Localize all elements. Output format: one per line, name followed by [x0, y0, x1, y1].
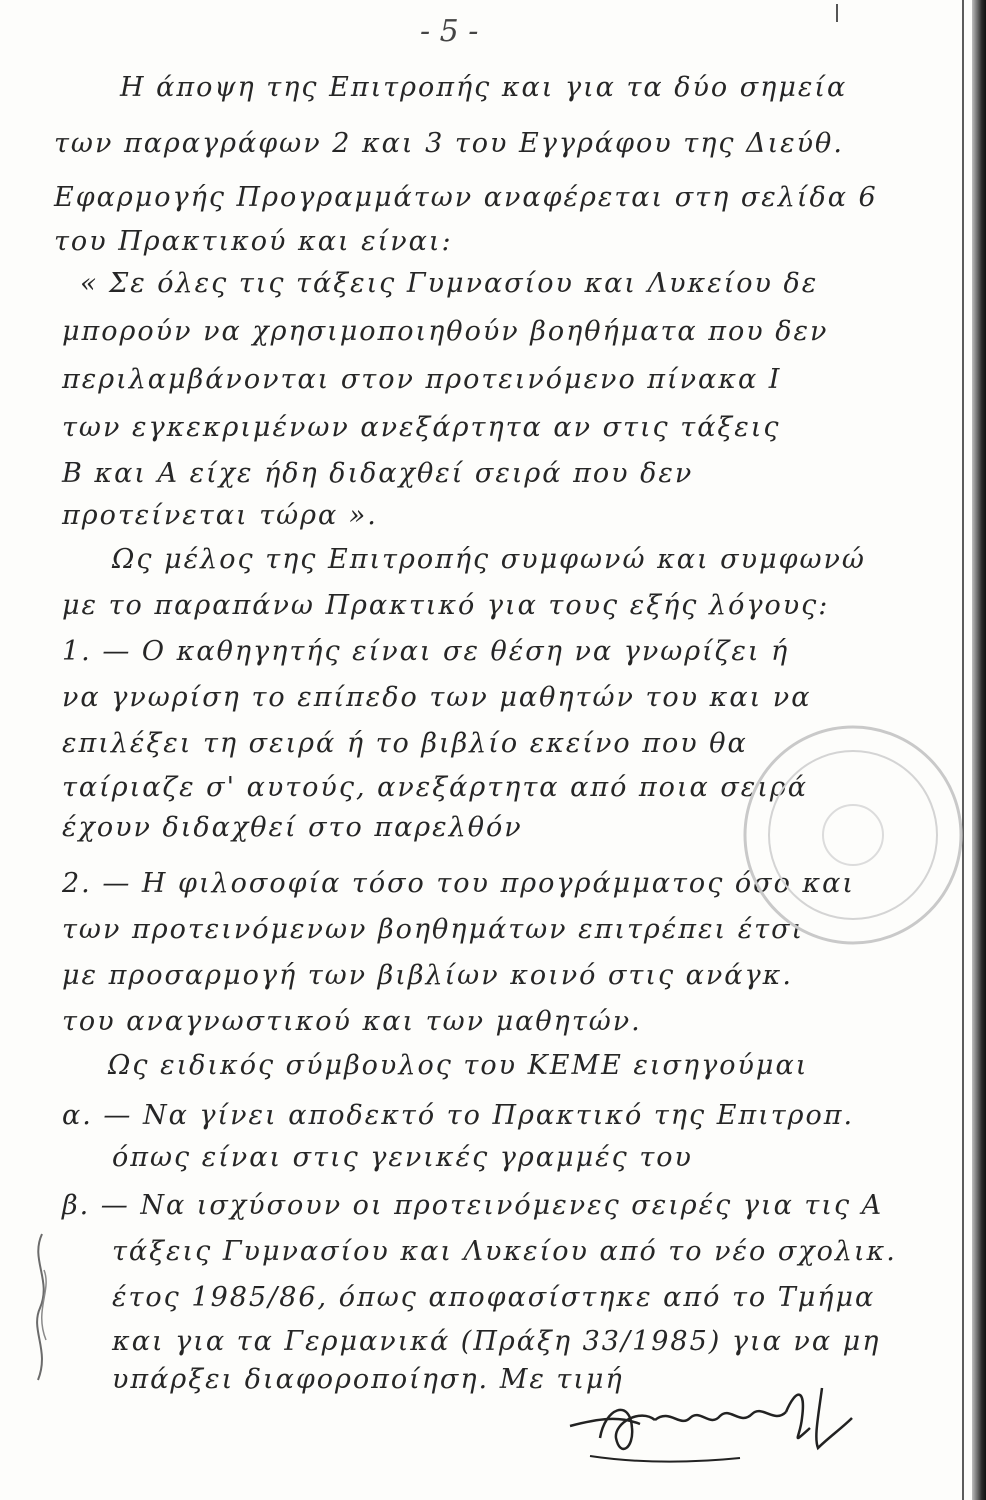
page-binding-edge [972, 0, 986, 1500]
handwritten-signature [560, 1368, 860, 1478]
handwritten-line: περιλαμβάνονται στον προτεινόμενο πίνακα Ι [62, 364, 782, 395]
handwritten-line: 2. — Η φιλοσοφία τόσο του προγράμματος όσο και [62, 868, 855, 899]
handwritten-line: των παραγράφων 2 και 3 του Εγγράφου της Διεύθ. [54, 128, 844, 159]
handwritten-line: Εφαρμογής Προγραμμάτων αναφέρεται στη σελίδα 6 [54, 182, 878, 213]
handwritten-line: όπως είναι στις γενικές γραμμές του [112, 1142, 693, 1173]
handwritten-line: των εγκεκριμένων ανεξάρτητα αν στις τάξεις [62, 412, 781, 443]
handwritten-line: προτείνεται τώρα ». [62, 500, 378, 531]
handwritten-line: β. — Να ισχύσουν οι προτεινόμενες σειρές για τις Α [62, 1190, 884, 1221]
handwritten-line: με προσαρμογή των βιβλίων κοινό στις ανάγκ. [62, 960, 793, 991]
handwritten-line: Η άποψη της Επιτροπής και για τα δύο σημεία [120, 72, 848, 103]
handwritten-line: μπορούν να χρησιμοποιηθούν βοηθήματα που δεν [62, 316, 829, 347]
handwritten-line: τάξεις Γυμνασίου και Λυκείου από το νέο σχολικ. [112, 1236, 897, 1267]
handwritten-line: του Πρακτικού και είναι: [54, 226, 453, 257]
handwritten-line: των προτεινόμενων βοηθημάτων επιτρέπει έτσι [62, 914, 805, 945]
top-tick-mark [836, 4, 838, 22]
handwritten-line: έτος 1985/86, όπως αποφασίστηκε από το Τμήμα [112, 1282, 876, 1313]
handwritten-line: με το παραπάνω Πρακτικό για τους εξής λόγους: [62, 590, 830, 621]
handwritten-line: υπάρξει διαφοροποίηση. Με τιμή [112, 1364, 624, 1395]
page-number: - 5 - [420, 14, 479, 49]
faint-stamp-seal [738, 720, 968, 950]
handwritten-line: επιλέξει τη σειρά ή το βιβλίο εκείνο που θα [62, 728, 748, 759]
handwritten-line: και για τα Γερμανικά (Πράξη 33/1985) για να μη [112, 1326, 881, 1357]
handwritten-line: Ως ειδικός σύμβουλος του ΚΕΜΕ εισηγούμαι [108, 1050, 809, 1081]
handwritten-line: ταίριαζε σ' αυτούς, ανεξάρτητα από ποια σειρά [62, 772, 808, 803]
handwritten-line: 1. — Ο καθηγητής είναι σε θέση να γνωρίζει ή [62, 636, 790, 667]
handwritten-line: Ως μέλος της Επιτροπής συμφωνώ και συμφωνώ [112, 544, 866, 575]
handwritten-line: έχουν διδαχθεί στο παρελθόν [62, 812, 523, 843]
handwritten-line: Β και Α είχε ήδη διδαχθεί σειρά που δεν [62, 458, 694, 489]
handwritten-line: να γνωρίση το επίπεδο των μαθητών του και να [62, 682, 812, 713]
margin-scribble [22, 1230, 62, 1390]
handwritten-line: του αναγνωστικού και των μαθητών. [62, 1006, 642, 1037]
handwritten-line: α. — Να γίνει αποδεκτό το Πρακτικό της Επιτροπ. [62, 1100, 855, 1131]
handwritten-line: « Σε όλες τις τάξεις Γυμνασίου και Λυκείου δε [80, 268, 819, 299]
